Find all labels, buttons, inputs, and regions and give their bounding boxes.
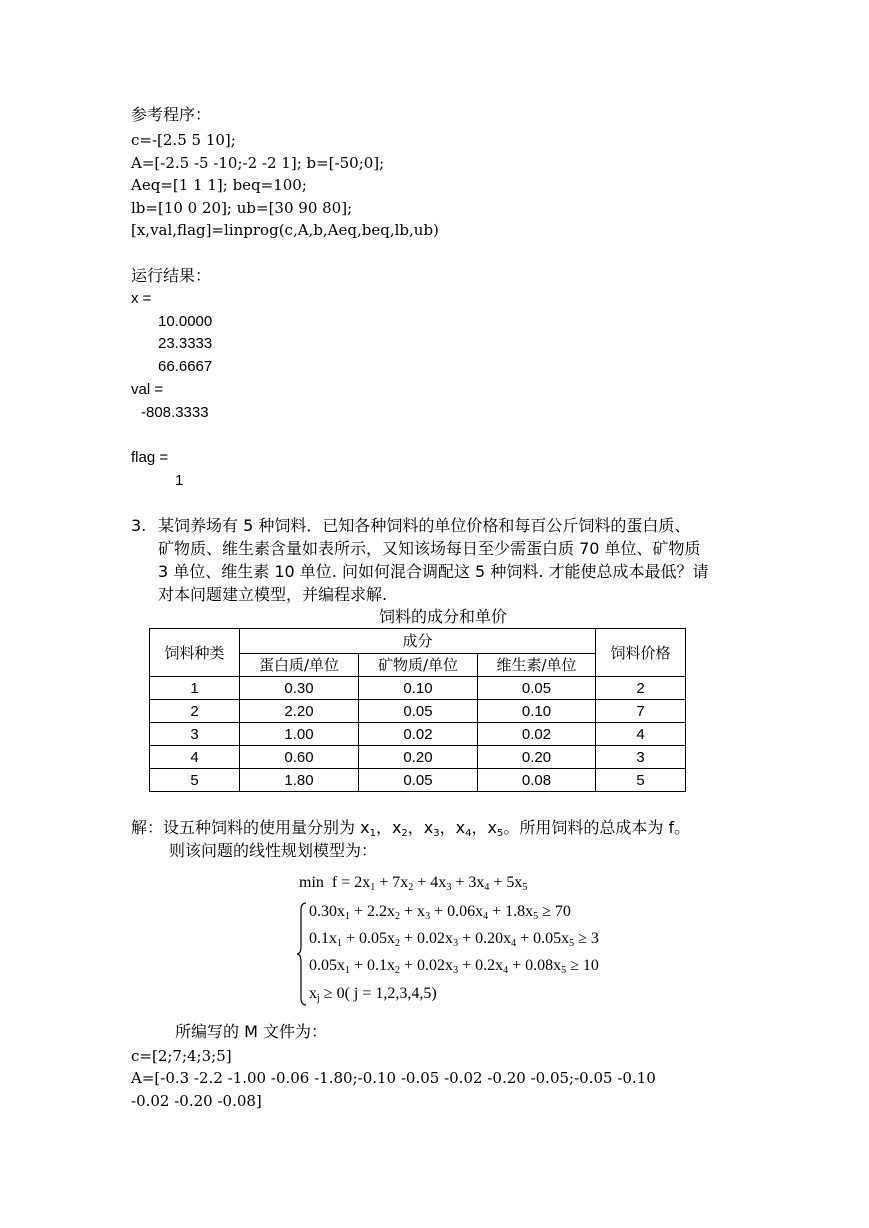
cell-mineral: 0.02 xyxy=(359,723,478,746)
cell-mineral: 0.05 xyxy=(359,700,478,723)
header-vitamin: 维生素/单位 xyxy=(478,653,596,677)
table-caption: 饲料的成分和单价 xyxy=(379,607,508,626)
header-price: 饲料价格 xyxy=(596,629,686,677)
header-components: 成分 xyxy=(240,629,596,654)
code-line: A=[-0.3 -2.2 -1.00 -0.06 -1.80;-0.10 -0.05 -0.02 -0.20 -0.05;-0.05 -0.10 xyxy=(131,1069,656,1087)
val-value: -808.3333 xyxy=(141,404,209,421)
cell-mineral: 0.05 xyxy=(359,769,478,792)
code-line: [x,val,flag]=linprog(c,A,b,Aeq,beq,lb,ub) xyxy=(131,221,439,239)
objective-function: $\min f = 2x_1 + 7x_2 + 4x_3 + 3x_4 + 5x_5$ xyxy=(299,874,528,893)
problem-text: 对本问题建立模型，并编程求解. xyxy=(158,585,388,604)
cell-type: 4 xyxy=(150,746,240,769)
cell-price: 4 xyxy=(596,723,686,746)
cell-protein: 1.80 xyxy=(240,769,359,792)
constraint-mineral: $0.1x_1 + 0.05x_2 + 0.02x_3 + 0.20x_4 + 0.05x_5 \ge 3$ xyxy=(309,930,599,949)
code-line: -0.02 -0.20 -0.08] xyxy=(131,1092,262,1110)
flag-label: flag = xyxy=(131,449,169,466)
x-value: 66.6667 xyxy=(158,358,213,375)
table-row xyxy=(150,677,686,700)
x-value: 10.0000 xyxy=(158,313,213,330)
solution-line: 则该问题的线性规划模型为： xyxy=(169,841,378,860)
x-value: 23.3333 xyxy=(158,335,213,352)
cell-protein: 2.20 xyxy=(240,700,359,723)
cell-vitamin: 0.02 xyxy=(478,723,596,746)
table-row xyxy=(150,769,686,792)
cell-type: 5 xyxy=(150,769,240,792)
cell-protein: 0.60 xyxy=(240,746,359,769)
cell-price: 5 xyxy=(596,769,686,792)
table-row xyxy=(150,723,686,746)
header-protein: 蛋白质/单位 xyxy=(240,653,359,677)
feed-table xyxy=(149,628,686,792)
constraint-protein: $0.30x_1 + 2.2x_2 + x_3 + 0.06x_4 + 1.8x_5 \ge 70$ xyxy=(309,903,571,922)
cell-vitamin: 0.10 xyxy=(478,700,596,723)
cell-type: 3 xyxy=(150,723,240,746)
code-line: Aeq=[1 1 1]; beq=100; xyxy=(131,176,307,194)
cell-price: 7 xyxy=(596,700,686,723)
constraint-brace xyxy=(297,902,307,1006)
constraint-nonnegativity: $x_j \ge 0$( j = 1,2,3,4,5) xyxy=(309,985,437,1004)
cell-price: 2 xyxy=(596,677,686,700)
problem-text: 某饲养场有 5 种饲料．已知各种饲料的单位价格和每百公斤饲料的蛋白质、 xyxy=(158,516,691,535)
problem-text: 矿物质、维生素含量如表所示，又知该场每日至少需蛋白质 70 单位、矿物质 xyxy=(158,539,701,558)
result-heading: 运行结果： xyxy=(131,266,212,285)
code-line: lb=[10 0 20]; ub=[30 90 80]; xyxy=(131,199,353,217)
header-mineral: 矿物质/单位 xyxy=(359,653,478,677)
cell-type: 2 xyxy=(150,700,240,723)
program-heading: 参考程序： xyxy=(131,105,212,124)
cell-mineral: 0.10 xyxy=(359,677,478,700)
val-label: val = xyxy=(131,381,164,398)
problem-number: 3. xyxy=(131,516,147,535)
constraint-vitamin: $0.05x_1 + 0.1x_2 + 0.02x_3 + 0.2x_4 + 0.08x_5 \ge 10$ xyxy=(309,957,599,976)
solution-line: 解：设五种饲料的使用量分别为 $x_1$，$x_2$，$x_3$，$x_4$，$x_5$。所用饲料的总成本为 f。 xyxy=(131,818,691,839)
cell-vitamin: 0.05 xyxy=(478,677,596,700)
code-line: A=[-2.5 -5 -10;-2 -2 1]; b=[-50;0]; xyxy=(131,154,385,172)
code-line: c=[2;7;4;3;5] xyxy=(131,1047,232,1065)
table-row xyxy=(150,746,686,769)
cell-price: 3 xyxy=(596,746,686,769)
cell-protein: 0.30 xyxy=(240,677,359,700)
cell-mineral: 0.20 xyxy=(359,746,478,769)
cell-type: 1 xyxy=(150,677,240,700)
cell-vitamin: 0.08 xyxy=(478,769,596,792)
code-line: c=-[2.5 5 10]; xyxy=(131,131,236,149)
x-label: x = xyxy=(131,290,152,307)
cell-protein: 1.00 xyxy=(240,723,359,746)
mfile-heading: 所编写的 M 文件为： xyxy=(175,1022,327,1041)
flag-value: 1 xyxy=(175,472,184,489)
table-row xyxy=(150,700,686,723)
header-feed-type: 饲料种类 xyxy=(150,629,240,677)
cell-vitamin: 0.20 xyxy=(478,746,596,769)
problem-text: 3 单位、维生素 10 单位. 问如何混合调配这 5 种饲料. 才能使总成本最低？请 xyxy=(158,562,709,581)
